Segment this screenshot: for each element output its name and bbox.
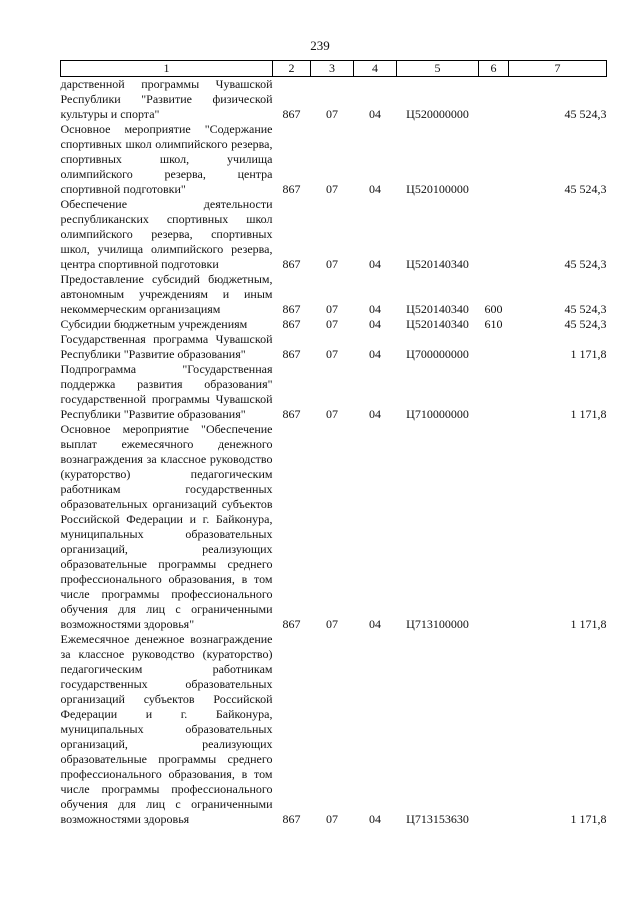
col-header-6: 6 xyxy=(479,61,509,77)
ministry-code: 867 xyxy=(282,347,301,361)
row-description: Обеспечение деятельности республиканских спортивных школ олимпийского резерва, спортивных школ, училища олимпийского резерва, центра спортивной подготовки xyxy=(60,197,273,271)
amount: 45 524,3 xyxy=(564,182,607,196)
row-description: Субсидии бюджетным учреждениям xyxy=(60,317,248,331)
row-description: Государственная программа Чувашской Республики "Развитие образования" xyxy=(60,332,273,361)
section-code: 07 xyxy=(326,812,338,826)
col-header-4: 4 xyxy=(354,61,397,77)
section-code: 07 xyxy=(326,317,338,331)
amount: 45 524,3 xyxy=(564,317,607,331)
col-header-7: 7 xyxy=(509,61,607,77)
target-article-code: Ц520000000 xyxy=(406,107,469,121)
row-description: Основное мероприятие "Содержание спортивных школ олимпийского резерва, спортивных школ, училища олимпийского резерва, центра спортивной подготовки" xyxy=(60,122,273,196)
table-row xyxy=(61,272,607,317)
row-description: дарственной программы Чувашской Республики "Развитие физической культуры и спорта" xyxy=(60,77,273,121)
target-article-code: Ц713153630 xyxy=(406,812,469,826)
target-article-code: Ц520140340 xyxy=(406,317,469,331)
subsection-code: 04 xyxy=(369,617,381,631)
subsection-code: 04 xyxy=(369,182,381,196)
target-article-code: Ц713100000 xyxy=(406,617,469,631)
ministry-code: 867 xyxy=(282,812,301,826)
subsection-code: 04 xyxy=(369,347,381,361)
amount: 1 171,8 xyxy=(570,812,607,826)
section-code: 07 xyxy=(326,347,338,361)
table-row xyxy=(61,317,607,332)
table-row xyxy=(61,122,607,197)
table-row xyxy=(61,197,607,272)
row-description: Основное мероприятие "Обеспечение выплат ежемесячного денежного вознаграждения за классное руководство (кураторство) педагогическим работникам государственных образовательных организаций субъектов Российской Федерации и г. Байконура, муниципальных образовательных организаций, реализующих образовательные программы среднего профессионального образования, в том числе программы профессионального обучения для лиц с ограниченными возможностями здоровья" xyxy=(60,422,273,631)
ministry-code: 867 xyxy=(282,407,301,421)
row-description: Подпрограмма "Государственная поддержка развития образования" государственной программы Чувашской Республики "Развитие образования" xyxy=(60,362,273,421)
subsection-code: 04 xyxy=(369,257,381,271)
row-description: Ежемесячное денежное вознаграждение за классное руководство (кураторство) педагогическим работникам государственных образовательных организаций субъектов Российской Федерации и г. Байконура, муниципальных образовательных организаций, реализующих образовательные программы среднего профессионального образования, в том числе программы профессионального обучения для лиц с ограниченными возможностями здоровья xyxy=(60,632,273,826)
ministry-code: 867 xyxy=(282,257,301,271)
amount: 45 524,3 xyxy=(564,107,607,121)
section-code: 07 xyxy=(326,182,338,196)
table-row xyxy=(61,632,607,827)
target-article-code: Ц700000000 xyxy=(406,347,469,361)
table-row xyxy=(61,422,607,632)
table-row xyxy=(61,77,607,123)
subsection-code: 04 xyxy=(369,812,381,826)
subsection-code: 04 xyxy=(369,107,381,121)
amount: 45 524,3 xyxy=(564,257,607,271)
section-code: 07 xyxy=(326,302,338,316)
expense-type-code xyxy=(479,197,509,272)
section-code: 07 xyxy=(326,407,338,421)
col-header-3: 3 xyxy=(311,61,354,77)
budget-table xyxy=(60,60,607,827)
col-header-2: 2 xyxy=(273,61,311,77)
expense-type-code xyxy=(479,632,509,827)
table-row xyxy=(61,332,607,362)
ministry-code: 867 xyxy=(282,617,301,631)
expense-type-code: 610 xyxy=(484,317,503,331)
amount: 45 524,3 xyxy=(564,302,607,316)
expense-type-code xyxy=(479,362,509,422)
header-row xyxy=(61,61,607,77)
target-article-code: Ц520140340 xyxy=(406,257,469,271)
col-header-1: 1 xyxy=(61,61,273,77)
subsection-code: 04 xyxy=(369,407,381,421)
section-code: 07 xyxy=(326,617,338,631)
subsection-code: 04 xyxy=(369,302,381,316)
target-article-code: Ц520100000 xyxy=(406,182,469,196)
ministry-code: 867 xyxy=(282,317,301,331)
col-header-5: 5 xyxy=(397,61,479,77)
table-row xyxy=(61,362,607,422)
target-article-code: Ц710000000 xyxy=(406,407,469,421)
amount: 1 171,8 xyxy=(570,617,607,631)
expense-type-code: 600 xyxy=(484,302,503,316)
subsection-code: 04 xyxy=(369,317,381,331)
expense-type-code xyxy=(479,122,509,197)
amount: 1 171,8 xyxy=(570,347,607,361)
section-code: 07 xyxy=(326,107,338,121)
ministry-code: 867 xyxy=(282,107,301,121)
page-number: 239 xyxy=(310,38,330,53)
expense-type-code xyxy=(479,332,509,362)
target-article-code: Ц520140340 xyxy=(406,302,469,316)
row-description: Предоставление субсидий бюджетным, автономным учреждениям и иным некоммерческим организациям xyxy=(60,272,273,316)
section-code: 07 xyxy=(326,257,338,271)
ministry-code: 867 xyxy=(282,182,301,196)
expense-type-code xyxy=(479,422,509,632)
expense-type-code xyxy=(479,77,509,123)
ministry-code: 867 xyxy=(282,302,301,316)
amount: 1 171,8 xyxy=(570,407,607,421)
